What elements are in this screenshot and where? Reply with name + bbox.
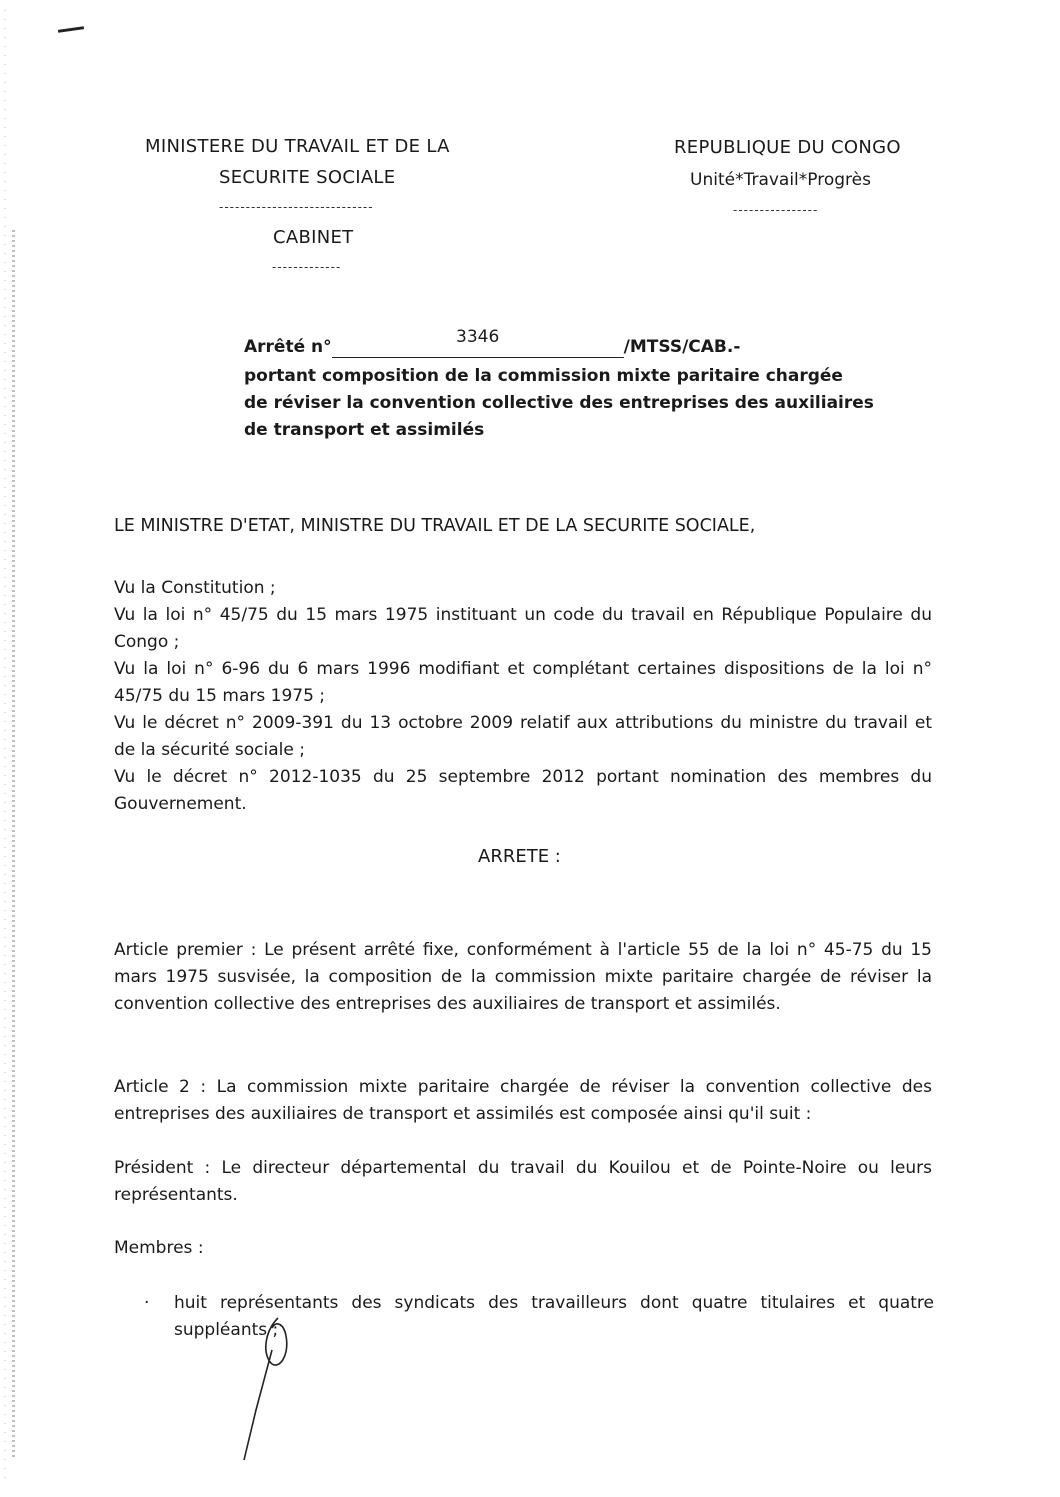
separator-long: ----------------------------- [219,200,374,214]
scan-edge-light [4,10,6,1480]
scan-edge-dark [12,230,15,1460]
handwritten-initial [226,1310,306,1470]
motto: Unité*Travail*Progrès [690,170,871,190]
arrete-number-field [332,327,624,358]
ministry-line-1: MINISTERE DU TRAVAIL ET DE LA [145,136,450,157]
arrete-number: 3346 [456,327,500,347]
minister-title: LE MINISTRE D'ETAT, MINISTRE DU TRAVAIL ET DE LA SECURITE SOCIALE, [114,516,756,536]
arrete-suffix: /MTSS/CAB.- [623,337,741,357]
article-2 [114,1074,932,1128]
subject-line-3: de transport et assimilés [244,420,485,440]
scan-mark [58,26,84,33]
ministry-line-2: SECURITE SOCIALE [219,167,396,188]
separator-short: ------------- [272,260,342,274]
visa-5: Vu le décret n° 2012-1035 du 25 septembre 2012 portant nomination des membres du Gouvernement. [114,767,932,814]
republic-label: REPUBLIQUE DU CONGO [674,137,901,158]
president-text: Le directeur départemental du travail du Kouilou et de Pointe-Noire ou leurs représentants. [114,1158,932,1205]
arrete-prefix: Arrêté n° [244,337,332,357]
cabinet-label: CABINET [273,227,354,248]
visa-3: Vu la loi n° 6-96 du 6 mars 1996 modifiant et complétant certaines dispositions de la loi n° 45/75 du 15 mars 1975 ; [114,659,932,706]
visa-4: Vu le décret n° 2009-391 du 13 octobre 2009 relatif aux attributions du ministre du travail et de la sécurité sociale ; [114,713,932,760]
president-label: Président : [114,1158,211,1178]
arrete-heading: ARRETE : [478,846,561,867]
article-1-text: Le présent arrêté fixe, conformément à l'article 55 de la loi n° 45-75 du 15 mars 1975 susvisée, la composition de la commission mixte paritaire chargée de réviser la convention collective des entreprises des auxiliaires de transport et assimilés. [114,940,932,1014]
subject-line-1: portant composition de la commission mixte paritaire chargée [244,366,843,386]
article-1-label: Article premier : [114,940,257,960]
subject-line-2: de réviser la convention collective des entreprises des auxiliaires [244,393,874,413]
arrete-number-line [244,327,741,358]
separator-right: ---------------- [733,203,819,217]
membres-label: Membres : [114,1238,204,1258]
visa-1: Vu la Constitution ; [114,578,276,598]
article-1 [114,937,932,1018]
visa-2: Vu la loi n° 45/75 du 15 mars 1975 instituant un code du travail en République Populaire du Congo ; [114,605,932,652]
president [114,1155,932,1209]
article-2-text: La commission mixte paritaire chargée de réviser la convention collective des entreprises des auxiliaires de transport et assimilés est composée ainsi qu'il suit : [114,1077,932,1124]
member-item: · huit représentants des syndicats des travailleurs dont quatre titulaires et quatre suppléants ; [174,1290,934,1344]
article-2-label: Article 2 : [114,1077,207,1097]
